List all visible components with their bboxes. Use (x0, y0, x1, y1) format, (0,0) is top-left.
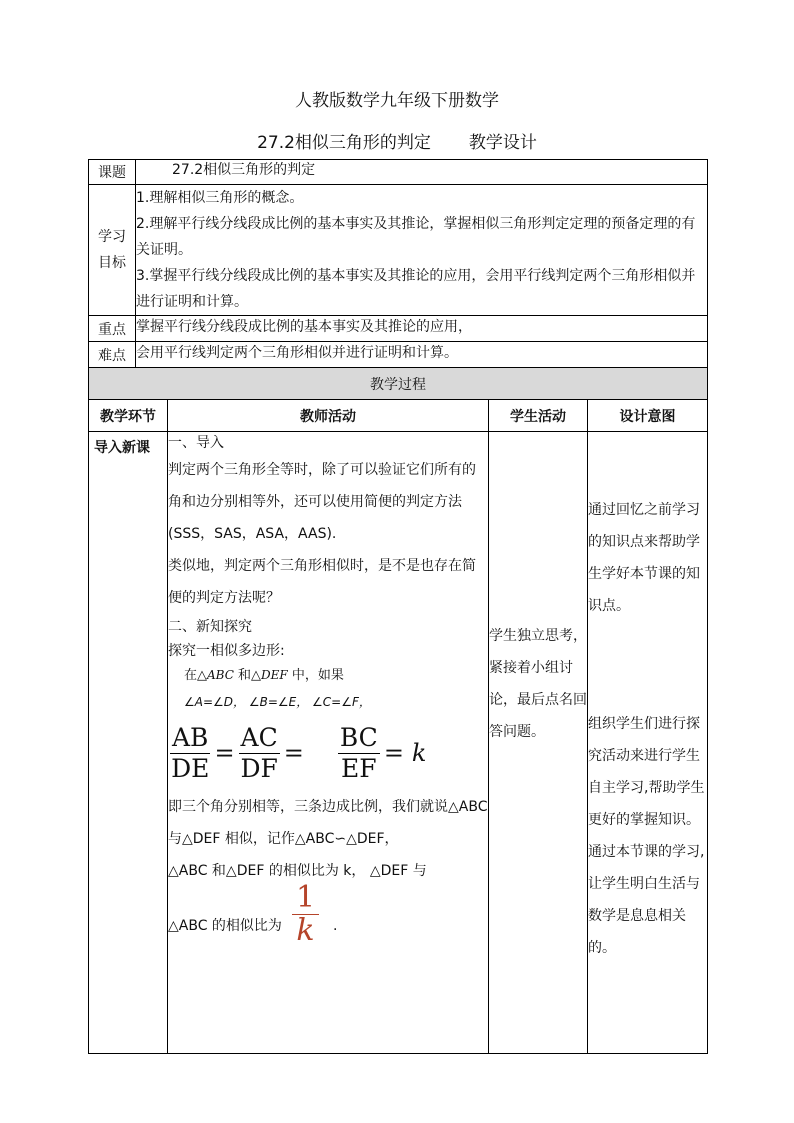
fraction-numerator: AB (172, 722, 209, 752)
intent-explore: 组织学生们进行探究活动来进行学生自主学习,帮助学生更好的掌握知识。通过本节课的学习,让学生明白生活与数学是息息相关的。 (588, 716, 705, 956)
triangle-abc: ABC (207, 668, 234, 682)
intro-text-2: 类似地，判定两个三角形相似时，是不是也存在简便的判定方法呢？ (168, 558, 476, 606)
subtitle-suffix: 教学设计 (468, 133, 537, 153)
fraction-bc-ef (338, 723, 380, 784)
stage-cell: 导入新课 (89, 432, 168, 1054)
angle-conditions: ∠A=∠D， ∠B=∠E， ∠C=∠F， (184, 695, 371, 709)
reciprocal-numerator: 1 (292, 882, 319, 915)
teacher-activity-cell (168, 432, 489, 1054)
conclusion-period: . (333, 918, 338, 934)
key-point-value: 掌握平行线分线段成比例的基本事实及其推论的应用， (136, 316, 708, 342)
course-label: 课题 (89, 160, 136, 185)
triangle-def: DEF (261, 668, 288, 682)
student-activity-cell: 学生独立思考，紧接着小组讨论，最后点名回答问题。 (489, 432, 588, 1054)
intro-text: 判定两个三角形全等时，除了可以验证它们所有的角和边分别相等外，还可以使用简便的判定方法(SSS，SAS，ASA，AAS). (168, 462, 476, 542)
goals-label-line1: 学习 (98, 229, 126, 245)
difficulty-row (89, 342, 708, 368)
column-header-stage: 教学环节 (89, 400, 168, 432)
process-header-row (89, 400, 708, 432)
column-header-intent: 设计意图 (588, 400, 708, 432)
explore-heading: 二、新知探究 (168, 619, 252, 635)
fraction-ab-de (170, 723, 210, 784)
intro-heading: 一、导入 (168, 435, 224, 451)
equals-sign: = (283, 739, 304, 767)
course-row (89, 160, 708, 185)
subtitle-topic: 27.2相似三角形的判定 (257, 133, 431, 153)
document-subtitle (0, 128, 794, 153)
conclusion-ratio: △ABC 和△DEF 的相似比为 k， △DEF 与 (168, 863, 427, 879)
goals-label (89, 185, 136, 316)
fraction-denominator: EF (341, 753, 377, 783)
key-point-row (89, 316, 708, 342)
goals-list (136, 185, 708, 316)
fraction-denominator: DF (240, 753, 278, 783)
lesson-plan-table (88, 159, 708, 1054)
goals-row (89, 185, 708, 316)
goal-item: 3.掌握平行线分线段成比例的基本事实及其推论的应用，会用平行线判定两个三角形相似并进行证明和计算。 (136, 268, 696, 310)
cond-pre: 在△ (184, 668, 207, 683)
equals-sign: = (214, 739, 235, 767)
cond-post: 中，如果 (287, 668, 344, 683)
fraction-numerator: AC (240, 722, 278, 752)
process-title-row (89, 368, 708, 400)
difficulty-label: 难点 (89, 342, 136, 368)
design-intent-cell (588, 432, 708, 1054)
cond-and: 和△ (233, 668, 262, 683)
condition-line (168, 662, 488, 689)
difficulty-value: 会用平行线判定两个三角形相似并进行证明和计算。 (136, 342, 708, 368)
explore-subheading: 探究一相似多边形: (168, 643, 285, 659)
ratio-k: k (411, 739, 427, 767)
column-header-teacher: 教师活动 (168, 400, 489, 432)
goals-label-line2: 目标 (98, 255, 126, 271)
document-title: 人教版数学九年级下册数学 (295, 91, 499, 111)
fraction-denominator: DE (171, 753, 210, 783)
goal-item: 2.理解平行线分线段成比例的基本事实及其推论，掌握相似三角形判定定理的预备定理的有关证明。 (136, 216, 696, 258)
intro-row (89, 432, 708, 1054)
fraction-numerator: BC (339, 722, 378, 752)
process-title: 教学过程 (89, 368, 708, 400)
goal-item: 1.理解相似三角形的概念。 (136, 190, 304, 206)
ratio-formula (168, 715, 488, 791)
intent-review: 通过回忆之前学习的知识点来帮助学生学好本节课的知识点。 (588, 502, 700, 614)
reciprocal-denominator: k (296, 912, 315, 948)
fraction-ac-df (239, 723, 280, 784)
key-point-label: 重点 (89, 316, 136, 342)
conclusion-reciprocal-text: △ABC 的相似比为 (168, 918, 282, 934)
equals-sign: = (383, 739, 404, 767)
reciprocal-line (168, 879, 488, 965)
reciprocal-fraction (292, 879, 319, 948)
conclusion-text: 即三个角分别相等，三条边成比例，我们就说△ABC 与△DEF 相似，记作△ABC∽△DEF， (168, 799, 488, 847)
course-value: 27.2相似三角形的判定 (136, 160, 708, 185)
column-header-student: 学生活动 (489, 400, 588, 432)
